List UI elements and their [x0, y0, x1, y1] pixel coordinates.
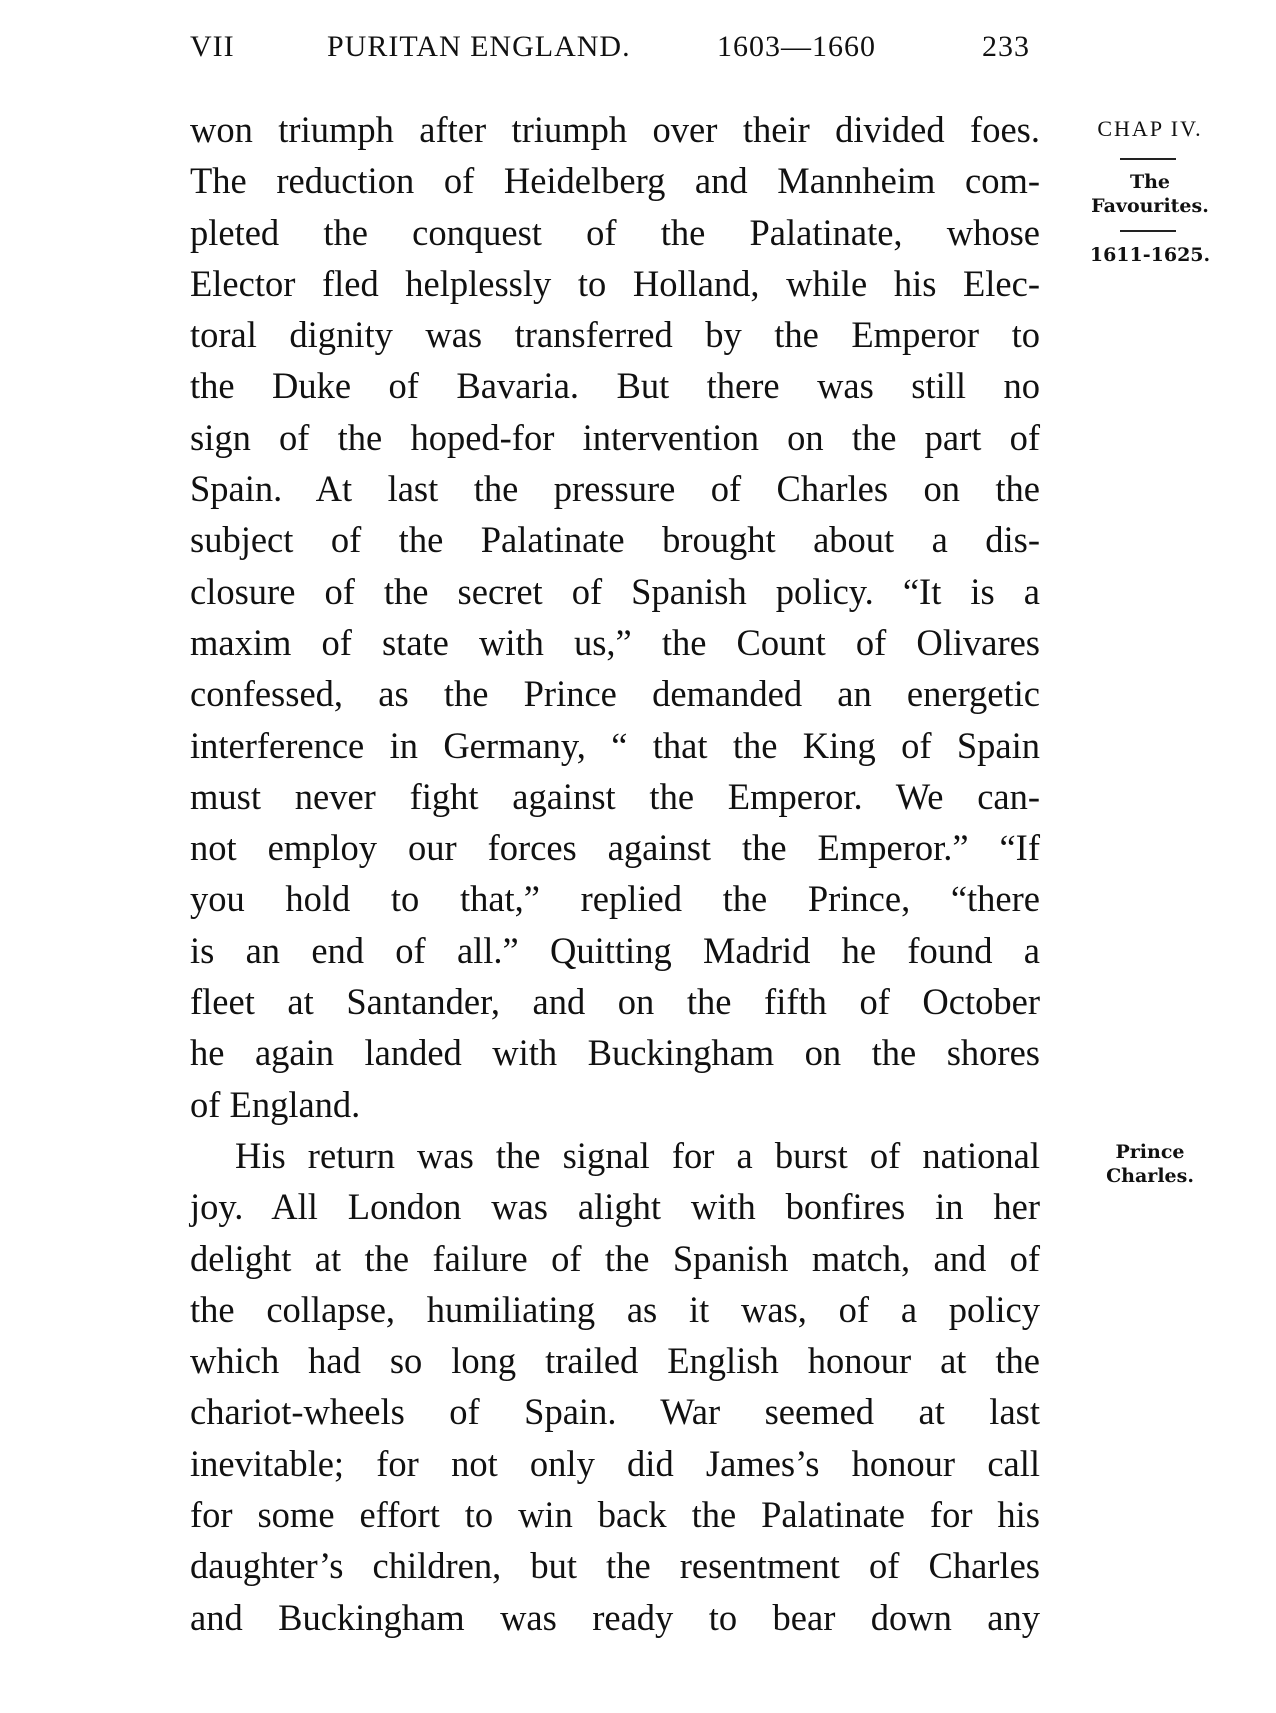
- text-line: the collapse, humiliating as it was, of a policy: [190, 1288, 1040, 1330]
- margin-years: 1611-1625.: [1089, 244, 1211, 266]
- text-line: of England.: [190, 1083, 361, 1125]
- margin-topic-prince-charles: [1055, 1140, 1245, 1188]
- page-number: 233: [982, 30, 1030, 63]
- text-line: His return was the signal for a burst of national: [235, 1134, 1040, 1176]
- header-dates: 1603—1660: [717, 30, 876, 63]
- text-line: inevitable; for not only did James’s honour call: [190, 1442, 1040, 1484]
- margin-topic-line: Prince: [1115, 1141, 1185, 1163]
- text-line: maxim of state with us,” the Count of Olivares: [190, 621, 1040, 663]
- margin-topic-line: Charles.: [1106, 1165, 1194, 1187]
- header-title: PURITAN ENGLAND.: [327, 30, 631, 63]
- text-line: confessed, as the Prince demanded an energetic: [190, 673, 1040, 715]
- text-line: fleet at Santander, and on the fifth of October: [190, 981, 1040, 1023]
- text-line: Spain. At last the pressure of Charles on the: [190, 468, 1040, 510]
- running-header: [190, 30, 1040, 74]
- text-line: toral dignity was transferred by the Emperor to: [190, 314, 1040, 356]
- text-line: The reduction of Heidelberg and Mannheim com-: [190, 160, 1040, 202]
- text-line: closure of the secret of Spanish policy. “It is a: [190, 570, 1040, 612]
- text-line: interference in Germany, “ that the King of Spain: [190, 724, 1040, 766]
- text-line: you hold to that,” replied the Prince, “there: [190, 878, 1040, 920]
- text-line: he again landed with Buckingham on the shores: [190, 1032, 1040, 1074]
- margin-topic-line: Favourites.: [1091, 195, 1209, 217]
- text-line: for some effort to win back the Palatinate for his: [190, 1494, 1040, 1536]
- margin-chapter-label: CHAP IV.: [1097, 116, 1203, 141]
- text-line: pleted the conquest of the Palatinate, whose: [190, 211, 1040, 253]
- main-text: [190, 104, 1040, 1643]
- text-line: daughter’s children, but the resentment of Charles: [190, 1545, 1040, 1587]
- header-section-number: VII: [190, 30, 235, 63]
- text-line: Elector fled helplessly to Holland, while his Elec-: [190, 262, 1040, 304]
- text-line: delight at the failure of the Spanish match, and of: [190, 1237, 1040, 1279]
- text-line: chariot-wheels of Spain. War seemed at last: [190, 1391, 1040, 1433]
- text-line: not employ our forces against the Emperor.” “If: [190, 827, 1040, 869]
- text-line: subject of the Palatinate brought about a dis-: [190, 519, 1040, 561]
- margin-topic-favourites: [1055, 170, 1245, 218]
- text-line: and Buckingham was ready to bear down any: [190, 1596, 1040, 1638]
- text-line: must never fight against the Emperor. We can-: [190, 775, 1040, 817]
- margin-rule: [1120, 158, 1176, 160]
- text-line: won triumph after triumph over their divided foes.: [190, 109, 1040, 150]
- text-line: joy. All London was alight with bonfires in her: [190, 1186, 1040, 1228]
- text-line: the Duke of Bavaria. But there was still no: [190, 365, 1040, 407]
- margin-rule: [1120, 230, 1176, 232]
- margin-topic-line: The: [1129, 171, 1171, 193]
- paragraph: [190, 104, 1040, 1130]
- text-line: which had so long trailed English honour at the: [190, 1340, 1040, 1382]
- text-line: is an end of all.” Quitting Madrid he found a: [190, 929, 1040, 971]
- text-line: sign of the hoped-for intervention on the part of: [190, 416, 1040, 458]
- paragraph: [190, 1130, 1040, 1643]
